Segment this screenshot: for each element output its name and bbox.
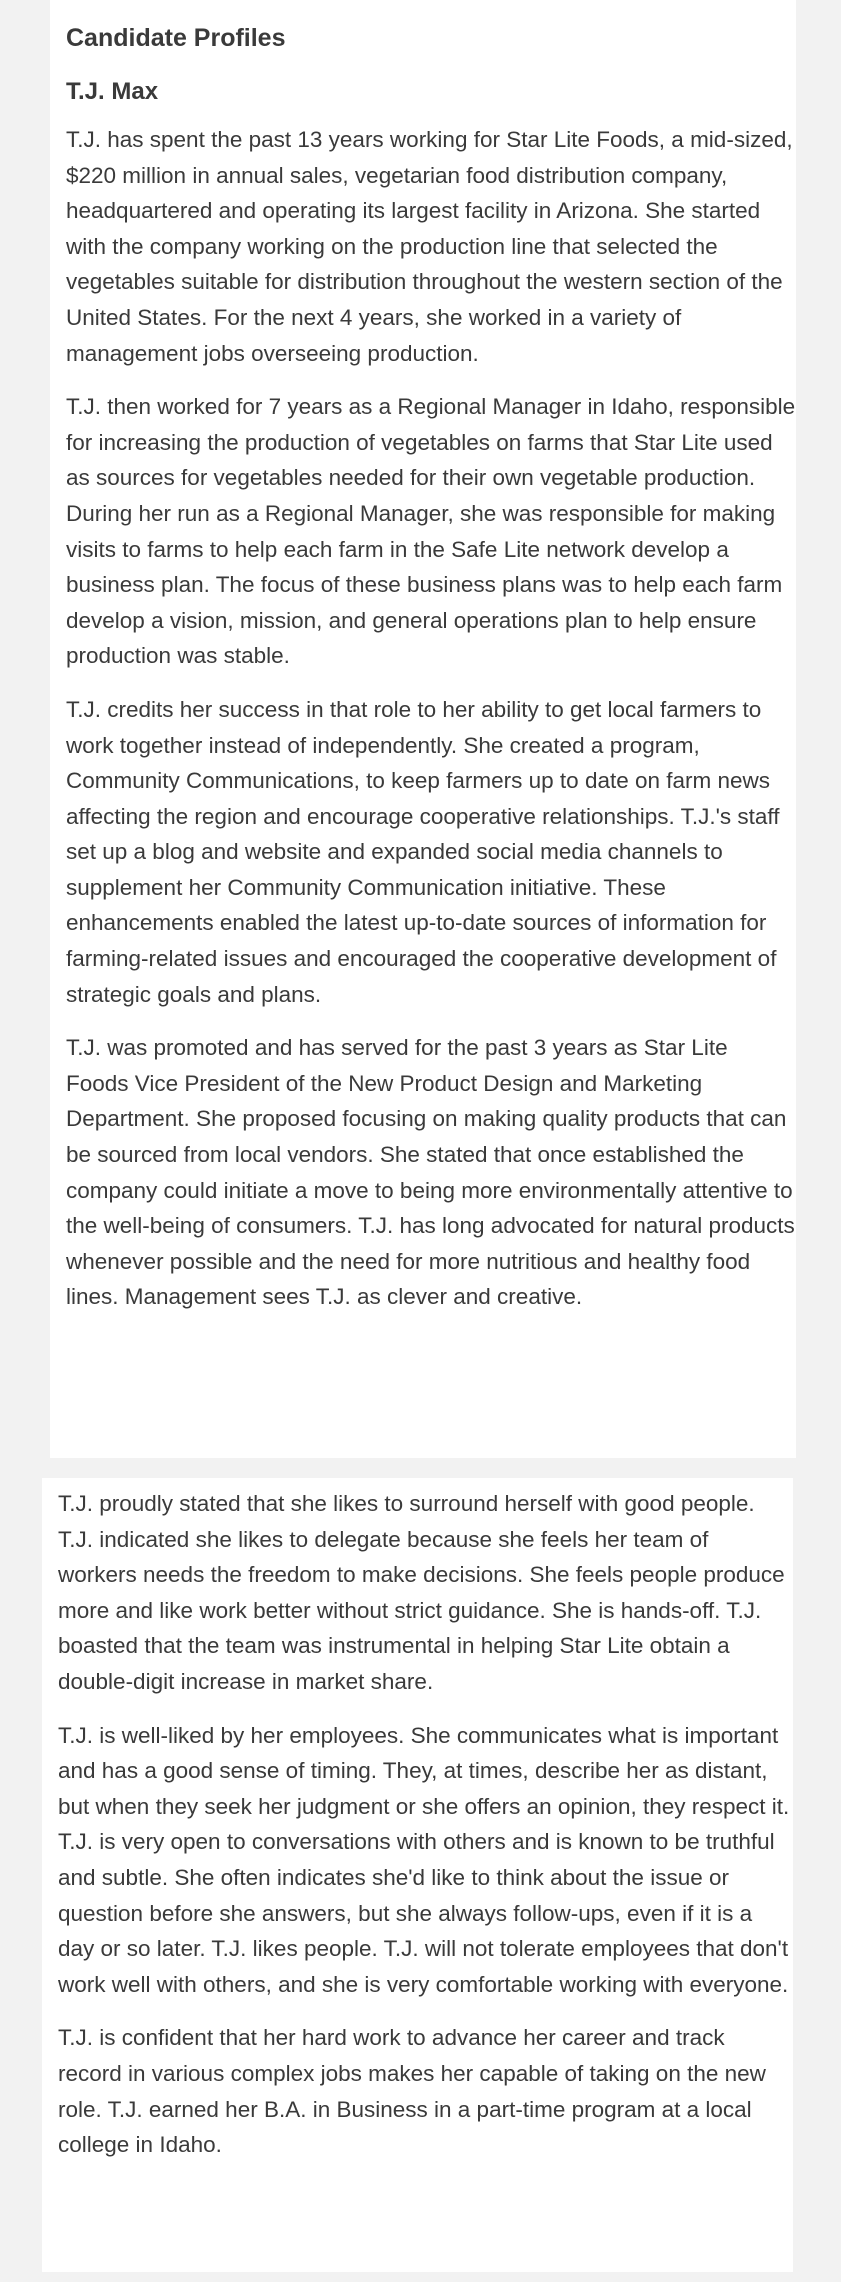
candidate-name: T.J. Max [66,78,159,105]
profile-paragraph: T.J. has spent the past 13 years working for Star Lite Foods, a mid-sized, $220 million in annual sales, vegetarian food distribution company, headquartered and operating its largest facility in Arizona. She started with the company working on the production line that selected the vegetables suitable for distribution throughout the western section of the United States. For the next 4 years, she worked in a variety of management jobs overseeing production. [66,127,793,366]
profile-card-top [50,0,796,1458]
profile-paragraph: T.J. was promoted and has served for the past 3 years as Star Lite Foods Vice President of the New Product Design and Marketing Department. She proposed focusing on making quality products that can be sourced from local vendors. She stated that once established the company could initiate a move to being more environmentally attentive to the well-being of consumers. T.J. has long advocated for natural products whenever possible and the need for more nutritious and healthy food lines. Management sees T.J. as clever and creative. [66,1035,795,1310]
profile-card-bottom [42,1478,793,2272]
profile-paragraph: T.J. credits her success in that role to her ability to get local farmers to work together instead of independently. She created a program, Community Communications, to keep farmers up to date on farm news affecting the region and encourage cooperative relationships. T.J.'s staff set up a blog and website and expanded social media channels to supplement her Community Communication initiative. These enhancements enabled the latest up-to-date sources of information for farming-related issues and encouraged the cooperative development of strategic goals and plans. [66,696,780,1007]
profile-paragraph: T.J. then worked for 7 years as a Regional Manager in Idaho, responsible for increasing the production of vegetables on farms that Star Lite used as sources for vegetables needed for their own vegetable production. During her run as a Regional Manager, she was responsible for making visits to farms to help each farm in the Safe Lite network develop a business plan. The focus of these business plans was to help each farm develop a vision, mission, and general operations plan to help ensure production was stable. [66,394,796,669]
profile-paragraph: T.J. proudly stated that she likes to surround herself with good people. T.J. indicated she likes to delegate because she feels her team of workers needs the freedom to make decisions. She feels people produce more and like work better without strict guidance. She is hands-off. T.J. boasted that the team was instrumental in helping Star Lite obtain a double-digit increase in market share. [58,1491,785,1694]
profile-paragraph: T.J. is confident that her hard work to advance her career and track record in various complex jobs makes her capable of taking on the new role. T.J. earned her B.A. in Business in a part-time program at a local college in Idaho. [58,2025,766,2158]
section-title: Candidate Profiles [66,24,286,52]
profile-paragraph: T.J. is well-liked by her employees. She communicates what is important and has a good sense of timing. They, at times, describe her as distant, but when they seek her judgment or she offers an opinion, they respect it. T.J. is very open to conversations with others and is known to be truthful and subtle. She often indicates she'd like to think about the issue or question before she answers, but she always follow-ups, even if it is a day or so later. T.J. likes people. T.J. will not tolerate employees that don't work well with others, and she is very comfortable working with everyone. [58,1722,790,1997]
